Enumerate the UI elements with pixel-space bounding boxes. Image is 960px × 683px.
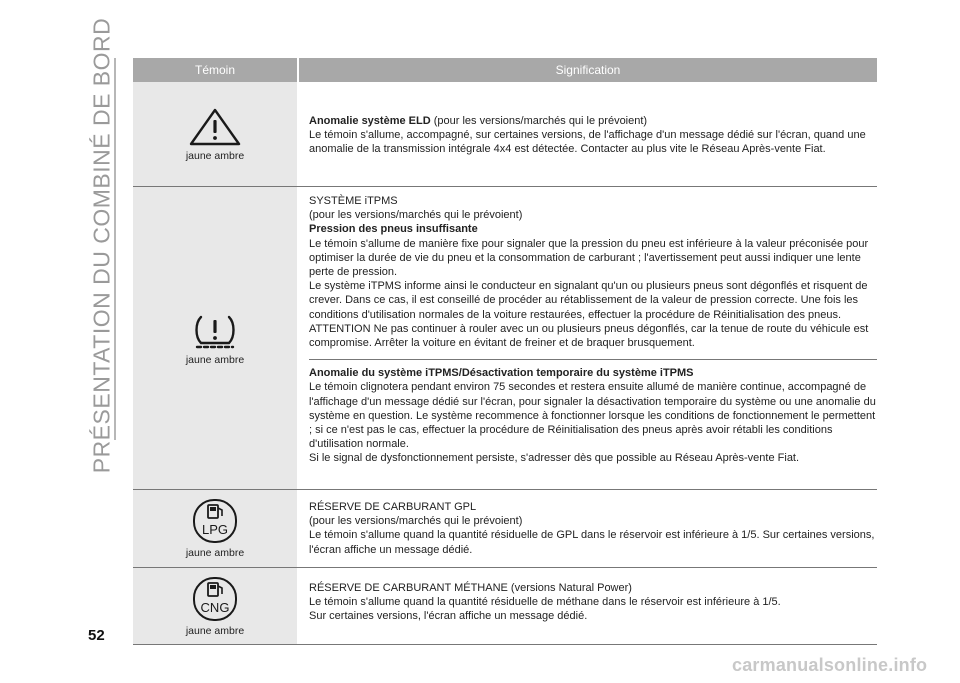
icon-color-label: jaune ambre bbox=[185, 624, 245, 637]
row-text: Le témoin s'allume quand la quantité résiduelle de GPL dans le réservoir est inférieure à 1/5. Sur certaines versions, l'écran affiche un message dédié. bbox=[309, 529, 875, 556]
header-meaning: Signification bbox=[297, 58, 877, 82]
icon-color-label: jaune ambre bbox=[185, 149, 245, 162]
tire-pressure-icon bbox=[191, 311, 239, 351]
warning-lights-table bbox=[133, 58, 877, 645]
inner-divider bbox=[309, 359, 877, 360]
row-text: ATTENTION Ne pas continuer à rouler avec un ou plusieurs pneus dégonflés, car la tenue de route du véhicule est compromise. Arrêter la voiture en évitant de freiner et de braquer brusquement. bbox=[309, 322, 869, 350]
row-line: RÉSERVE DE CARBURANT GPL bbox=[309, 501, 477, 513]
description-cell bbox=[297, 82, 877, 186]
icon-cell bbox=[133, 490, 297, 567]
cng-fuel-icon bbox=[192, 576, 238, 622]
lpg-fuel-icon bbox=[192, 498, 238, 544]
warning-triangle-icon bbox=[188, 107, 242, 147]
row-heading: Anomalie système ELD bbox=[309, 115, 431, 127]
description-cell bbox=[297, 187, 877, 489]
icon-cell bbox=[133, 82, 297, 186]
row-line: (pour les versions/marchés qui le prévoient) bbox=[309, 209, 523, 222]
description-cell bbox=[297, 490, 877, 567]
row-text: Le système iTPMS informe ainsi le conducteur en signalant qu'un ou plusieurs pneus sont dégonflés et risquent de crever. Dans ce cas, il est conseillé de procéder au rétablissement de la valeur de pression correcte. Une fois les conditions d'utilisation normales de la voiture restaurées, effectuer la procédure de Réinitialisation des pneus. bbox=[309, 280, 868, 321]
section-title: PRÉSENTATION DU COMBINÉ DE BORD bbox=[88, 17, 115, 473]
icon-cell bbox=[133, 568, 297, 644]
row-text: Le témoin s'allume quand la quantité résiduelle de méthane dans le réservoir est inférieure à 1/5. bbox=[309, 596, 781, 609]
icon-color-label: jaune ambre bbox=[185, 353, 245, 366]
icon-color-label: jaune ambre bbox=[185, 547, 245, 559]
table-row bbox=[133, 490, 877, 568]
row-text: Le témoin s'allume, accompagné, sur certaines versions, de l'affichage d'un message dédié sur l'écran, quand une anomalie de la transmission intégrale 4x4 est détectée. Contacter au plus vite le Réseau Après-vente Fiat. bbox=[309, 129, 866, 156]
row-line: (pour les versions/marchés qui le prévoient) bbox=[309, 515, 523, 528]
row-heading: Pression des pneus insuffisante bbox=[309, 223, 478, 236]
watermark: carmanualsonline.info bbox=[732, 655, 928, 675]
header-witness: Témoin bbox=[194, 63, 235, 77]
icon-cell bbox=[133, 187, 297, 489]
table-row bbox=[133, 568, 877, 645]
svg-text:CNG: CNG bbox=[200, 599, 230, 615]
table-row bbox=[133, 187, 877, 490]
row-line: SYSTÈME iTPMS bbox=[309, 195, 398, 207]
table-header bbox=[133, 58, 877, 82]
section-rule bbox=[114, 58, 116, 440]
row-text: Le témoin s'allume de manière fixe pour signaler que la pression du pneu est inférieure à la valeur préconisée pour optimiser la durée de vie du pneu et la consommation de carburant ; l'avertissement peut aussi indiquer une lente perte de pression. bbox=[309, 237, 869, 279]
svg-text:LPG: LPG bbox=[201, 522, 229, 537]
row-heading: Anomalie du système iTPMS/Désactivation temporaire du système iTPMS bbox=[309, 367, 694, 380]
row-line: RÉSERVE DE CARBURANT MÉTHANE (versions Natural Power) bbox=[309, 582, 632, 594]
row-heading-note: (pour les versions/marchés qui le prévoient) bbox=[430, 115, 648, 127]
table-row bbox=[133, 82, 877, 187]
page-number: 52 bbox=[88, 627, 105, 644]
row-text: Le témoin clignotera pendant environ 75 secondes et restera ensuite allumé de manière continue, accompagné de l'affichage d'un message dédié sur l'écran, pour signaler la désactivation temporaire du système ou une anomalie du système en question. Le système recommence à fonctionner lorsque les conditions de fonctionnement le permettent ; si ce n'est pas le cas, effectuer la procédure de Réinitialisation des pneus après avoir rétabli les conditions d'utilisation normale. bbox=[309, 381, 876, 451]
description-cell bbox=[297, 568, 877, 644]
row-text: Sur certaines versions, l'écran affiche un message dédié. bbox=[309, 610, 588, 623]
row-text: Si le signal de dysfonctionnement persiste, s'adresser dès que possible au Réseau Après-vente Fiat. bbox=[309, 452, 800, 465]
